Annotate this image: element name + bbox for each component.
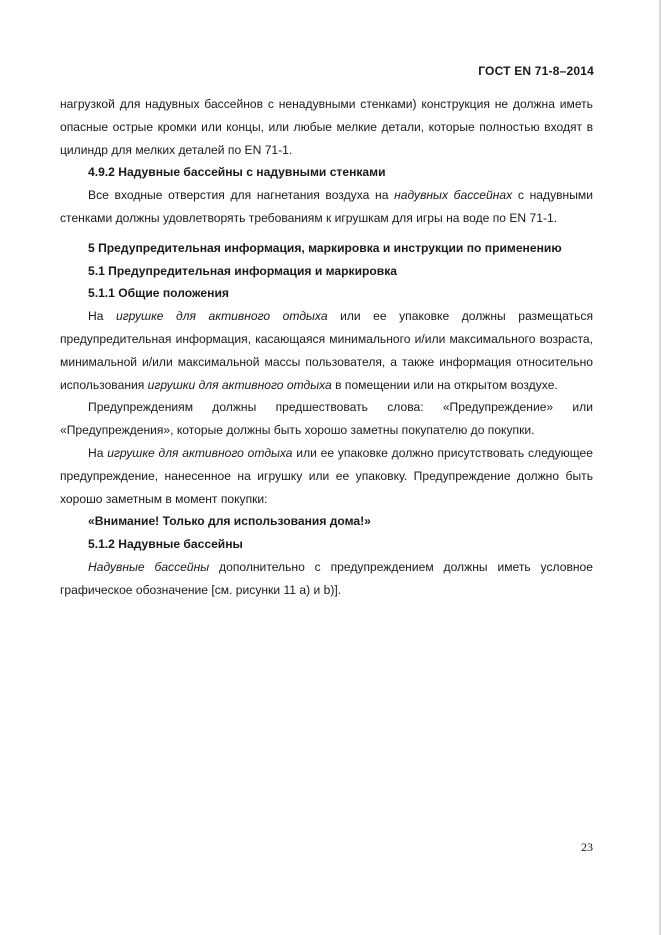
text-run: с надувными стенками должны удовлетворять требованиям к игрушкам для игры на воде по EN 71-1. (60, 188, 593, 225)
text-run: в помещении или на открытом воздухе. (331, 377, 558, 392)
section-heading-4-9-2: 4.9.2 Надувные бассейны с надувными стенками (88, 165, 386, 180)
text-run: или ее упаковке должны размещаться предупредительная информация, касающаяся минимального и/или максимального возраста, минимальной и/или максимальной массы пользователя, а также информация относительно использования (60, 309, 593, 392)
term-italic: надувных бассейнах (394, 188, 513, 203)
text-run: На (88, 309, 116, 324)
section-heading-5-1-2: 5.1.2 Надувные бассейны (88, 537, 243, 552)
page-number: 23 (581, 840, 593, 854)
section-heading-5-1-1: 5.1.1 Общие положения (88, 286, 229, 301)
text-run: Все входные отверстия для нагнетания воздуха на (88, 188, 395, 203)
document-body (60, 93, 593, 602)
paragraph-continuation: нагрузкой для надувных бассейнов с ненадувными стенками) конструкция не должна иметь опасные острые кромки или концы, или любые мелкие детали, которые полностью входят в цилиндр для мелких деталей по EN 71-1. (60, 97, 593, 157)
term-italic: игрушки для активного отдыха (147, 377, 332, 392)
paragraph-warning-required (60, 442, 593, 510)
term-italic: Надувные бассейны (88, 559, 210, 574)
standard-header: ГОСТ EN 71-8–2014 (478, 64, 594, 78)
term-italic: игрушке для активного отдыха (107, 445, 293, 460)
section-heading-5: 5 Предупредительная информация, маркировка и инструкции по применению (88, 240, 562, 255)
text-run: На (88, 445, 108, 460)
paragraph-general (60, 305, 593, 396)
text-run: дополнительно с предупреждением должны иметь условное графическое обозначение [см. рисунки 11 a) и b)]. (60, 559, 593, 597)
paragraph-warnings-preface: Предупреждениям должны предшествовать слова: «Предупреждение» или «Предупреждения», которые должны быть хорошо заметны покупателю до покупки. (60, 400, 593, 438)
term-italic: игрушке для активного отдыха (115, 309, 328, 324)
paragraph-inflatable-pools (60, 556, 593, 602)
warning-text: «Внимание! Только для использования дома!» (88, 514, 371, 529)
paragraph-inflatable-walls (60, 184, 593, 230)
text-run: или ее упаковке должно присутствовать следующее предупреждение, нанесенное на игрушку или ее упаковку. Предупреждение должно быть хорошо заметным в момент покупки: (60, 445, 593, 506)
section-heading-5-1: 5.1 Предупредительная информация и маркировка (88, 263, 398, 278)
